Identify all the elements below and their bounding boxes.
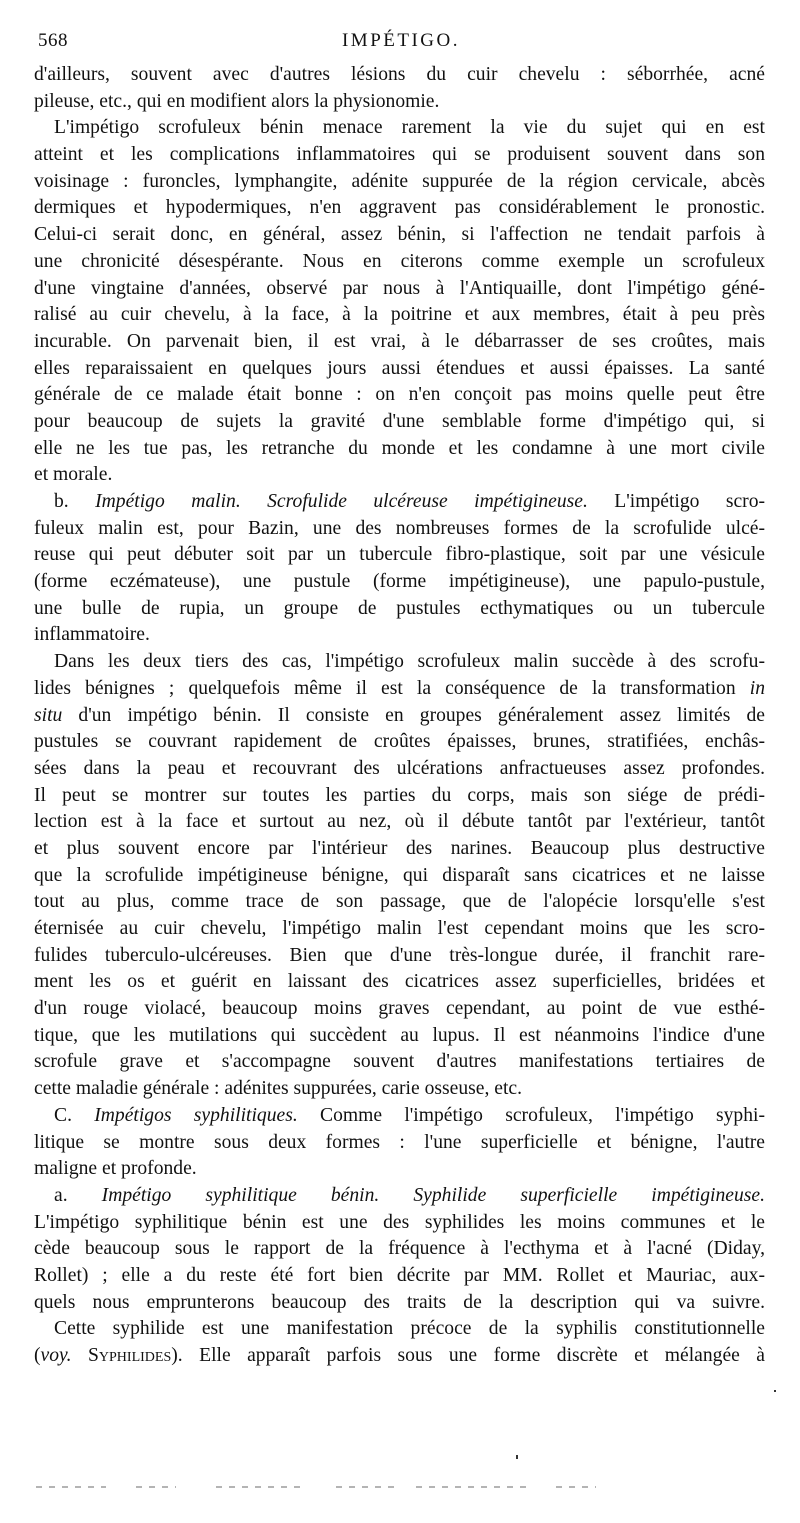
text-line: pustules se couvrant rapidement de croûtes épaisses, brunes, stratifiées, enchâs-	[34, 731, 765, 753]
text-line: b. Impétigo malin. Scrofulide ulcéreuse impétigineuse. L'impétigo scro-	[54, 491, 765, 512]
text-line: Rollet) ; elle a du reste été fort bien décrite par MM. Rollet et Mauriac, aux-	[34, 1264, 765, 1286]
text-line: L'impétigo scrofuleux bénin menace rarement la vie du sujet qui en est	[54, 117, 765, 139]
text-line: (voy. Syphilides). Elle apparaît parfois sous une forme discrète et mélangée à	[34, 1345, 765, 1366]
text-line: éternisée au cuir chevelu, l'impétigo malin l'est cependant moins que les scro-	[34, 918, 765, 939]
text-line: scrofule grave et s'accompagne souvent d'autres manifestations tertiaires de	[34, 1051, 765, 1073]
text-line: fulides tuberculo-ulcéreuses. Bien que d'une très-longue durée, il franchit rare-	[34, 944, 765, 966]
text-line: situ d'un impétigo bénin. Il consiste en groupes généralement assez limités de	[34, 704, 765, 726]
text-line: une bulle de rupia, un groupe de pustules ecthymatiques ou un tubercule	[34, 597, 765, 619]
text-line: d'une vingtaine d'années, observé par nous à l'Antiquaille, dont l'impétigo géné-	[34, 277, 765, 299]
text-line: quels nous emprunterons beaucoup des traits de la description qui va suivre.	[34, 1291, 765, 1313]
text-line: litique se montre sous deux formes : l'une superficielle et bénigne, l'autre	[34, 1131, 765, 1153]
text-line: inflammatoire.	[34, 624, 150, 646]
text-line: incurable. On parvenait bien, il est vrai, à le débarrasser de ses croûtes, mais	[34, 330, 765, 352]
text-line: atteint et les complications inflammatoires qui se produisent souvent dans son	[34, 144, 765, 166]
text-line: a. Impétigo syphilitique bénin. Syphilide superficielle impétigineuse.	[54, 1184, 765, 1206]
text-line: Celui-ci serait donc, en général, assez bénin, si l'affection ne tendait parfois à	[34, 224, 765, 246]
text-line: et morale.	[34, 464, 113, 486]
page-header	[38, 30, 764, 58]
text-line: voisinage : furoncles, lymphangite, adénite suppurée de la région cervicale, abcès	[34, 170, 765, 192]
text-line: d'un rouge violacé, beaucoup moins graves cependant, au point de vue esthé-	[34, 998, 765, 1020]
text-line: dermiques et hypodermiques, n'en aggravent pas considérablement le pronostic.	[34, 197, 765, 219]
text-line: cède beaucoup sous le rapport de la fréquence à l'ecthyma et à l'acné (Diday,	[34, 1238, 765, 1260]
text-line: reuse qui peut débuter soit par un tubercule fibro-plastique, soit par une vésicule	[34, 544, 765, 566]
text-line: cette maladie générale : adénites suppurées, carie osseuse, etc.	[34, 1078, 522, 1100]
text-line: tique, que les mutilations qui succèdent au lupus. Il est néanmoins l'indice d'une	[34, 1024, 765, 1046]
text-line: lection est à la face et surtout au nez, où il débute tantôt par l'extérieur, tantôt	[34, 811, 765, 833]
text-line: d'ailleurs, souvent avec d'autres lésions du cuir chevelu : séborrhée, acné	[34, 64, 765, 85]
text-line: maligne et profonde.	[34, 1158, 197, 1180]
body-text	[34, 62, 765, 1370]
text-line: et plus souvent encore par l'intérieur des narines. Beaucoup plus destructive	[34, 837, 765, 859]
bleed-through-marks	[36, 1450, 646, 1490]
text-line: générale de ce malade était bonne : on n'en conçoit pas moins quelle peut être	[34, 384, 765, 406]
text-line: Dans les deux tiers des cas, l'impétigo scrofuleux malin succède à des scrofu-	[54, 651, 765, 673]
running-head: IMPÉTIGO.	[341, 30, 461, 51]
text-line: elle ne les tue pas, les retranche du monde et les condamne à une mort civile	[34, 437, 765, 459]
text-line: Cette syphilide est une manifestation précoce de la syphilis constitutionnelle	[54, 1318, 765, 1340]
text-line: une chronicité désespérante. Nous en citerons comme exemple un scrofuleux	[34, 250, 765, 272]
text-line: sées dans la peau et recouvrant des ulcérations anfractueuses assez profondes.	[34, 757, 765, 779]
text-line: fuleux malin est, pour Bazin, une des nombreuses formes de la scrofulide ulcé-	[34, 517, 765, 539]
text-line: C. Impétigos syphilitiques. Comme l'impétigo scrofuleux, l'impétigo syphi-	[54, 1104, 765, 1126]
text-line: ralisé au cuir chevelu, à la face, à la poitrine et aux membres, était à peu près	[34, 304, 765, 326]
text-line: ment les os et guérit en laissant des cicatrices assez superficielles, bridées et	[34, 971, 765, 993]
text-line: que la scrofulide impétigineuse bénigne, qui disparaît sans cicatrices et ne laisse	[34, 864, 765, 886]
text-line: (forme eczémateuse), une pustule (forme impétigineuse), une papulo-pustule,	[34, 571, 765, 593]
text-line: lides bénignes ; quelquefois même il est la conséquence de la transformation in	[34, 677, 765, 699]
text-line: Il peut se montrer sur toutes les parties du corps, mais son siége de prédi-	[34, 784, 765, 806]
text-line: tout au plus, comme trace de son passage, que de l'alopécie lorsqu'elle s'est	[34, 891, 765, 913]
page-number: 568	[38, 30, 68, 51]
text-line: pour beaucoup de sujets la gravité d'une semblable forme d'impétigo qui, si	[34, 410, 765, 432]
text-line: pileuse, etc., qui en modifient alors la physionomie.	[34, 90, 440, 112]
text-line: L'impétigo syphilitique bénin est une des syphilides les moins communes et le	[34, 1211, 765, 1233]
text-line: elles reparaissaient en quelques jours aussi étendues et aussi épaisses. La santé	[34, 357, 765, 379]
